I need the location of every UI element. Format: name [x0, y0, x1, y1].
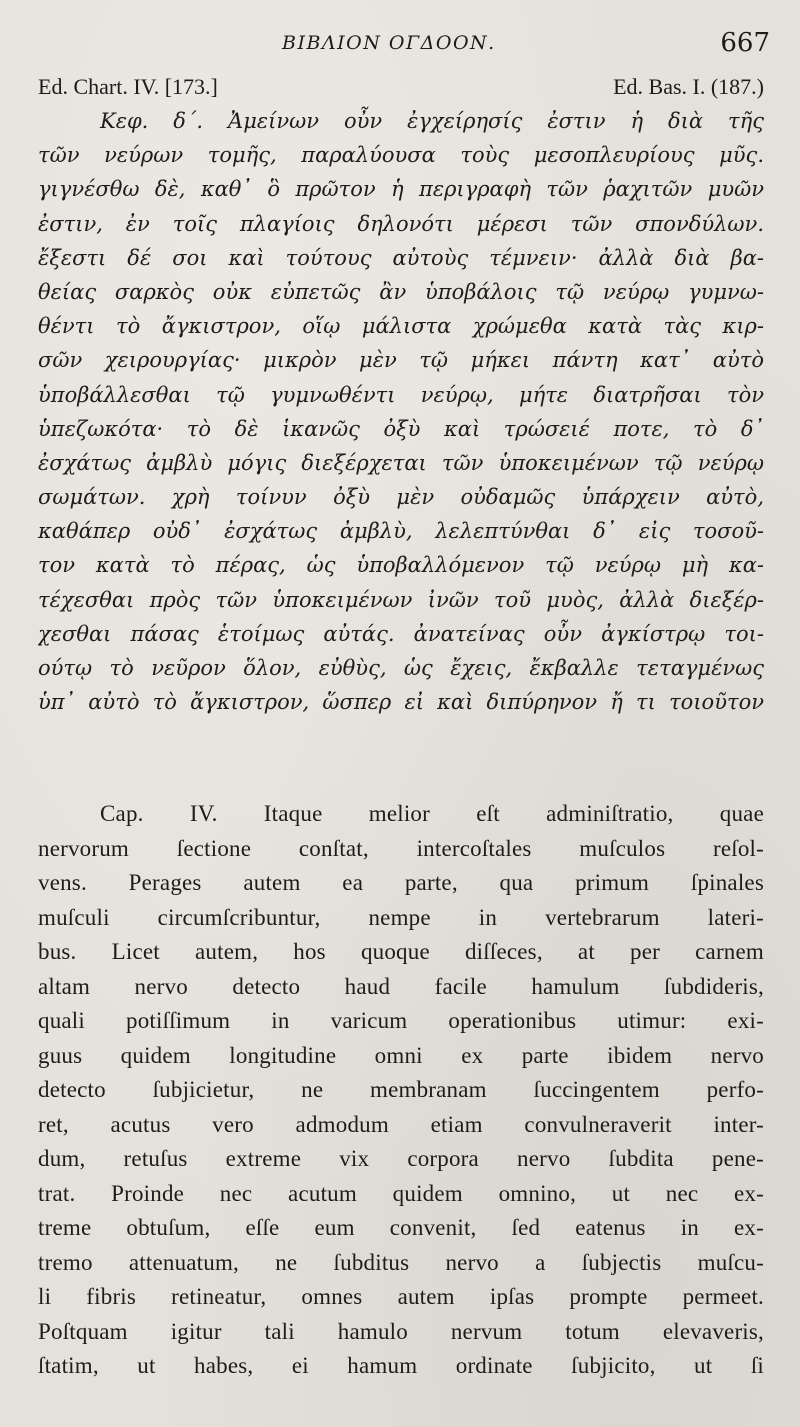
greek-line: τῶν νεύρων τομῆς, παραλύουσα τοὺς μεσοπλευρίους μῦς. [38, 143, 764, 168]
greek-line: θείας σαρκὸς οὐκ εὐπετῶς ἂν ὑποβάλοις τῷ νεύρῳ γυμνω- [38, 279, 764, 304]
greek-line: ἐσχάτως ἀμβλὺ μόγις διεξέρχεται τῶν ὑποκειμένων τῷ νεύρῳ [38, 450, 764, 475]
edition-chart-ref: Ed. Chart. IV. [173.] [38, 74, 218, 99]
book-title: ΒΙΒΛΙΟΝ ΟΓΔΟΟΝ. [282, 32, 496, 54]
latin-line: Cap. IV. Itaque melior eſt adminiſtratio, quae [100, 801, 764, 826]
edition-bas-ref: Ed. Bas. I. (187.) [613, 74, 764, 99]
latin-line: tremo attenuatum, ne ſubditus nervo a ſubjectis muſcu- [38, 1249, 764, 1275]
latin-line: trat. Proinde nec acutum quidem omnino, ut nec ex- [38, 1180, 764, 1206]
running-head [0, 30, 800, 62]
latin-line: detecto ſubjicietur, ne membranam ſuccingentem perfo- [38, 1077, 764, 1102]
greek-line: χεσθαι πάσας ἑτοίμως αὐτάς. ἀνατείνας οὖν ἀγκίστρῳ τοι- [38, 621, 764, 646]
greek-line: ὑπεζωκότα· τὸ δὲ ἱκανῶς ὀξὺ καὶ τρώσειέ ποτε, τὸ δ᾽ [38, 416, 764, 441]
latin-line: quali potiſſimum in varicum operationibus utimur: exi- [38, 1008, 764, 1033]
greek-line: καθάπερ οὐδ᾽ ἐσχάτως ἀμβλὺ, λελεπτύνθαι δ᾽ εἰς τοσοῦ- [38, 519, 764, 544]
latin-line: treme obtuſum, eſſe eum convenit, ſed eatenus in ex- [38, 1215, 764, 1240]
greek-line: ἐστιν, ἐν τοῖς πλαγίοις δηλονότι μέρεσι τῶν σπονδύλων. [38, 211, 764, 236]
greek-line: ούτῳ τὸ νεῦρον ὅλον, εὐθὺς, ὡς ἔχεις, ἔκβαλλε τεταγμένως [38, 656, 764, 680]
greek-line: σῶν χειρουργίας· μικρὸν μὲν τῷ μήκει πάντη κατ᾽ αὐτὸ [38, 348, 764, 373]
greek-line: ὑποβάλλεσθαι τῷ γυμνωθέντι νεύρῳ, μήτε διατρῆσαι τὸν [38, 382, 764, 407]
latin-line: ret, acutus vero admodum etiam convulneraverit inter- [38, 1111, 764, 1137]
greek-paragraph [38, 104, 764, 719]
latin-line: nervorum ſectione conſtat, intercoſtales muſculos reſol- [38, 835, 764, 861]
greek-line: γιγνέσθω δὲ, καθ᾽ ὃ πρῶτον ἡ περιγραφὴ τῶν ῥαχιτῶν μυῶν [38, 177, 764, 202]
latin-line: muſculi circumſcribuntur, nempe in vertebrarum lateri- [38, 904, 764, 930]
latin-line: ſtatim, ut habes, ei hamum ordinate ſubjicito, ut ſi [38, 1353, 764, 1378]
latin-line: Poſtquam igitur tali hamulo nervum totum elevaveris, [38, 1318, 764, 1344]
greek-line: ὑπ᾽ αὐτὸ τὸ ἄγκιστρον, ὥσπερ εἰ καὶ διπύρηνον ἤ τι τοιοῦτον [38, 690, 764, 715]
latin-paragraph [38, 797, 764, 1384]
greek-line: ἔξεστι δέ σοι καὶ τούτους αὐτοὺς τέμνειν· ἀλλὰ διὰ βα- [38, 245, 764, 270]
greek-line: σωμάτων. χρὴ τοίνυν ὀξὺ μὲν οὐδαμῶς ὑπάρχειν αὐτὸ, [38, 485, 764, 510]
latin-line: vens. Perages autem ea parte, qua primum ſpinales [38, 870, 764, 895]
latin-line: guus quidem longitudine omni ex parte ibidem nervo [38, 1042, 764, 1068]
greek-line: τέχεσθαι πρὸς τῶν ὑποκειμένων ἰνῶν τοῦ μυὸς, ἀλλὰ διεξέρ- [38, 587, 764, 612]
latin-line: bus. Licet autem, hos quoque diſſeces, at per carnem [38, 939, 764, 964]
page-number: 667 [720, 28, 770, 58]
latin-line: li fibris retineatur, omnes autem ipſas prompte permeet. [38, 1284, 764, 1309]
latin-line: altam nervo detecto haud facile hamulum ſubdideris, [38, 973, 764, 999]
greek-line: τον κατὰ τὸ πέρας, ὡς ὑποβαλλόμενον τῷ νεύρῳ μὴ κα- [38, 553, 764, 578]
greek-line: Κεφ. δ΄. Ἀμείνων οὖν ἐγχείρησίς ἐστιν ἡ διὰ τῆς [100, 109, 764, 133]
greek-line: θέντι τὸ ἄγκιστρον, οἵῳ μάλιστα χρώμεθα κατὰ τὰς κιρ- [38, 314, 764, 339]
edition-references [38, 74, 764, 102]
latin-line: dum, retuſus extreme vix corpora nervo ſubdita pene- [38, 1146, 764, 1171]
